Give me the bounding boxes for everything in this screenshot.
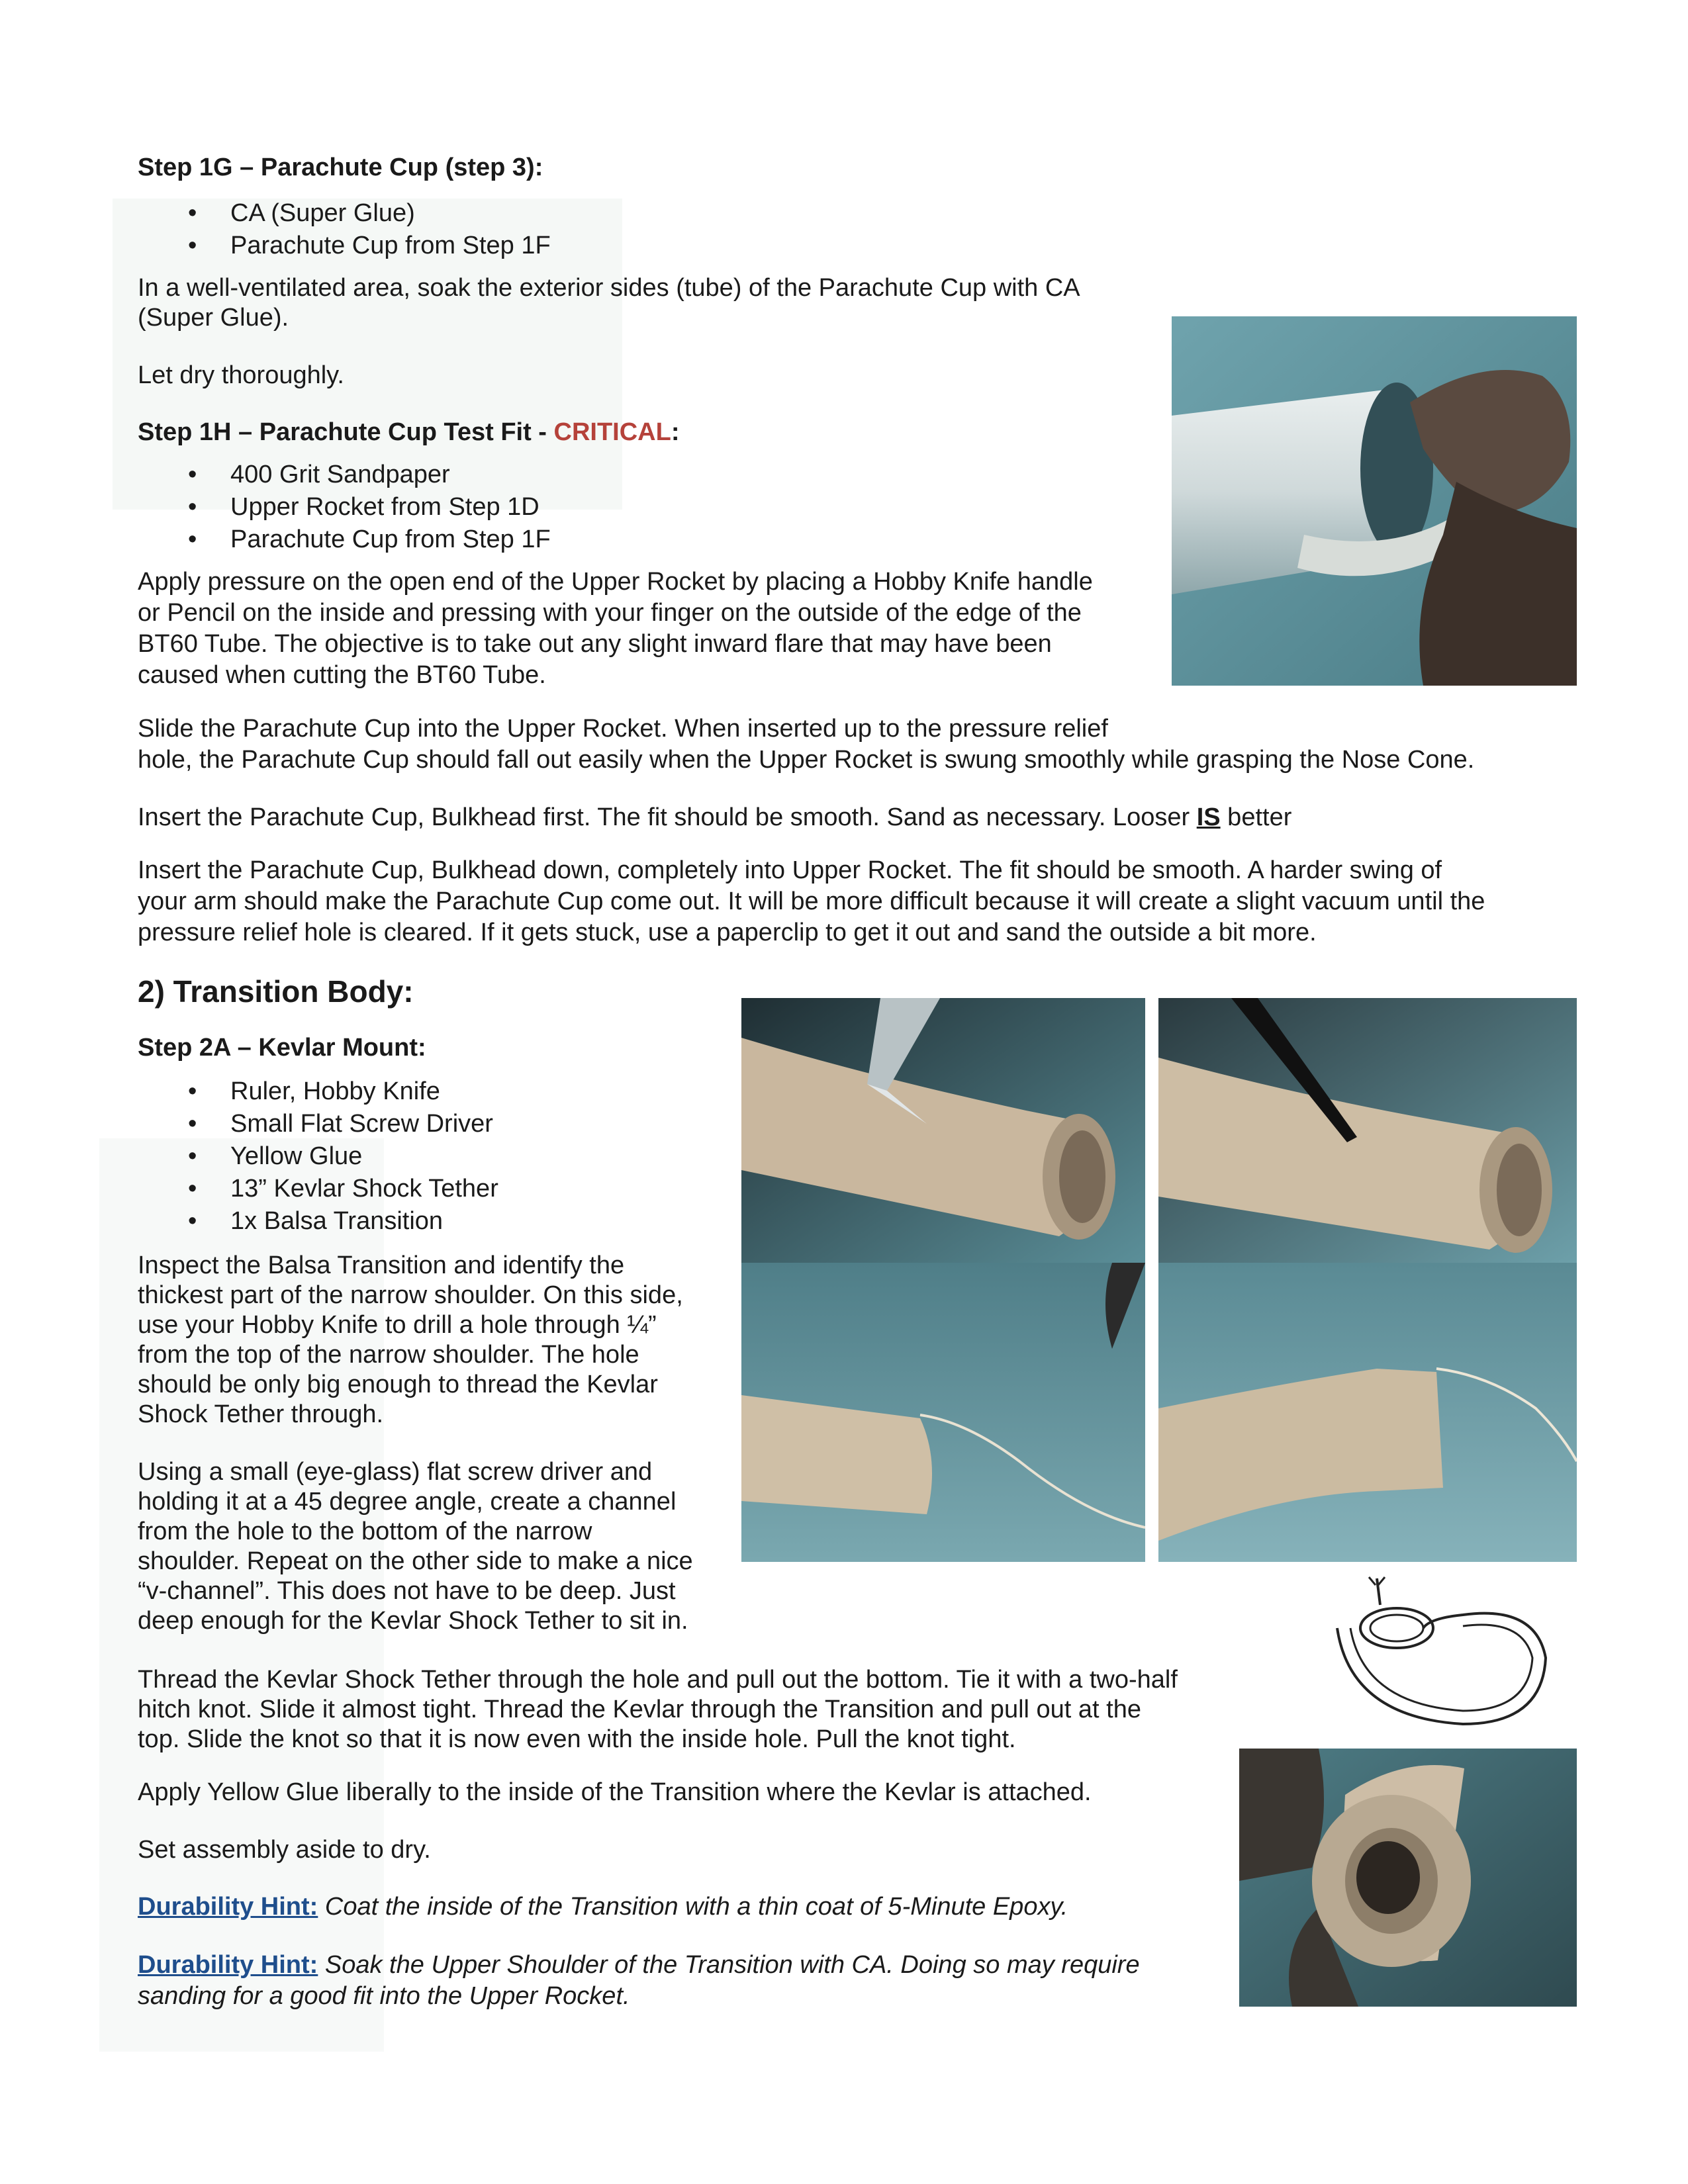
list-item: • Upper Rocket from Step 1D — [138, 491, 551, 523]
durability-hint-text: Soak the Upper Shoulder of the Transition with CA. Doing so may require — [318, 1951, 1140, 1979]
text-line: thickest part of the narrow shoulder. On this side, — [138, 1281, 683, 1309]
list-item: • 400 Grit Sandpaper — [138, 459, 551, 491]
text-line: shoulder. Repeat on the other side to make a nice — [138, 1547, 693, 1575]
step-1g-heading: Step 1G – Parachute Cup (step 3): — [138, 154, 543, 181]
text-line: hole, the Parachute Cup should fall out easily when the Upper Rocket is swung smoothly while grasping the Nose Cone. — [138, 746, 1475, 774]
list-item: • 1x Balsa Transition — [138, 1205, 498, 1238]
photo-screwdriver-channel — [1158, 998, 1577, 1263]
list-item: • Parachute Cup from Step 1F — [138, 230, 551, 262]
step-1h-paragraph-4 — [138, 855, 1485, 948]
durability-hint-label: Durability Hint: — [138, 1951, 318, 1979]
photo-kevlar-left-graphic — [741, 1263, 1145, 1562]
text-segment: Insert the Parachute Cup, Bulkhead first. The fit should be smooth. Sand as necessary. Looser — [138, 803, 1197, 831]
text-line: caused when cutting the BT60 Tube. — [138, 661, 546, 689]
step-1h-heading-text: Step 1H – Parachute Cup Test Fit - — [138, 418, 554, 446]
text-line: holding it at a 45 degree angle, create a channel — [138, 1488, 677, 1516]
photo-kevlar-right-graphic — [1158, 1263, 1577, 1562]
text-line: Thread the Kevlar Shock Tether through the hole and pull out the bottom. Tie it with a two-half — [138, 1666, 1178, 1694]
text-line: Inspect the Balsa Transition and identify the — [138, 1251, 625, 1279]
photo-transition-inside-graphic — [1239, 1749, 1577, 2007]
photo-knife-drilling-hole — [741, 998, 1145, 1263]
photo-transition-inside-view — [1239, 1749, 1577, 2007]
section-2-heading: 2) Transition Body: — [138, 974, 414, 1009]
step-1h-paragraph-2 — [138, 713, 1474, 776]
text-line: or Pencil on the inside and pressing with your finger on the outside of the edge of the — [138, 599, 1082, 627]
step-1h-materials-list — [138, 459, 551, 556]
photo-parachute-cup-graphic — [1172, 316, 1577, 686]
text-line: your arm should make the Parachute Cup come out. It will be more difficult because it will create a slight vacuum until the — [138, 887, 1485, 915]
durability-hint-text-line-2: sanding for a good fit into the Upper Rocket. — [138, 1982, 630, 2010]
list-item: • 13” Kevlar Shock Tether — [138, 1173, 498, 1205]
heading-colon: : — [671, 418, 680, 446]
list-item: • Parachute Cup from Step 1F — [138, 523, 551, 556]
knot-diagram — [1297, 1565, 1569, 1737]
text-line: top. Slide the knot so that it is now even with the inside hole. Pull the knot tight. — [138, 1725, 1016, 1753]
step-2a-paragraph-2 — [138, 1457, 693, 1636]
text-line: from the hole to the bottom of the narrow — [138, 1518, 592, 1545]
photo-kevlar-threaded-left — [741, 1263, 1145, 1562]
emphasis-is: IS — [1196, 803, 1221, 831]
text-line: should be only big enough to thread the Kevlar — [138, 1371, 658, 1398]
text-segment: better — [1220, 803, 1292, 831]
durability-hint-text: Coat the inside of the Transition with a thin coat of 5-Minute Epoxy. — [318, 1893, 1068, 1921]
durability-hint-1 — [138, 1891, 1068, 1923]
step-1h-paragraph-1 — [138, 567, 1093, 691]
step-2a-paragraph-1 — [138, 1251, 683, 1430]
illustration-two-half-hitch-knot — [1297, 1565, 1569, 1737]
step-2a-paragraph-5: Set assembly aside to dry. — [138, 1836, 431, 1864]
text-line: from the top of the narrow shoulder. The hole — [138, 1341, 639, 1369]
step-1g-instruction-line-1: In a well-ventilated area, soak the exterior sides (tube) of the Parachute Cup with CA — [138, 274, 1080, 302]
text-line: Slide the Parachute Cup into the Upper Rocket. When inserted up to the pressure relief — [138, 715, 1108, 743]
step-1h-paragraph-3 — [138, 802, 1291, 833]
text-line: Shock Tether through. — [138, 1400, 384, 1428]
step-2a-materials-list — [138, 1075, 498, 1238]
text-line: “v-channel”. This does not have to be deep. Just — [138, 1577, 676, 1605]
text-line: hitch knot. Slide it almost tight. Thread the Kevlar through the Transition and pull out at the — [138, 1696, 1141, 1723]
step-2a-heading: Step 2A – Kevlar Mount: — [138, 1034, 426, 1062]
photo-parachute-cup-in-tube — [1172, 316, 1577, 686]
list-item: • CA (Super Glue) — [138, 197, 551, 230]
text-line: BT60 Tube. The objective is to take out any slight inward flare that may have been — [138, 630, 1052, 658]
durability-hint-label: Durability Hint: — [138, 1893, 318, 1921]
photo-kevlar-threaded-right — [1158, 1263, 1577, 1562]
list-item: • Ruler, Hobby Knife — [138, 1075, 498, 1108]
text-line: Using a small (eye-glass) flat screw driver and — [138, 1458, 653, 1486]
text-line: deep enough for the Kevlar Shock Tether to sit in. — [138, 1607, 688, 1635]
step-1g-materials-list — [138, 197, 551, 262]
photo-knife-graphic — [741, 998, 1145, 1263]
step-2a-paragraph-4: Apply Yellow Glue liberally to the inside of the Transition where the Kevlar is attached. — [138, 1778, 1092, 1806]
step-2a-paragraph-3 — [138, 1665, 1178, 1754]
list-item: • Yellow Glue — [138, 1140, 498, 1173]
text-line: pressure relief hole is cleared. If it gets stuck, use a paperclip to get it out and sand the outside a bit more. — [138, 919, 1317, 946]
text-line: Apply pressure on the open end of the Upper Rocket by placing a Hobby Knife handle — [138, 568, 1093, 596]
step-1g-instruction-line-2: (Super Glue). — [138, 304, 289, 332]
critical-label: CRITICAL — [553, 418, 671, 446]
text-line: Insert the Parachute Cup, Bulkhead down, completely into Upper Rocket. The fit should be smooth. A harder swing of — [138, 856, 1442, 884]
photo-screwdriver-graphic — [1158, 998, 1577, 1263]
list-item: • Small Flat Screw Driver — [138, 1108, 498, 1140]
durability-hint-2 — [138, 1950, 1140, 2012]
step-1g-dry-note: Let dry thoroughly. — [138, 361, 344, 389]
step-1h-heading — [138, 417, 680, 448]
text-line: use your Hobby Knife to drill a hole through ¼” — [138, 1311, 657, 1339]
